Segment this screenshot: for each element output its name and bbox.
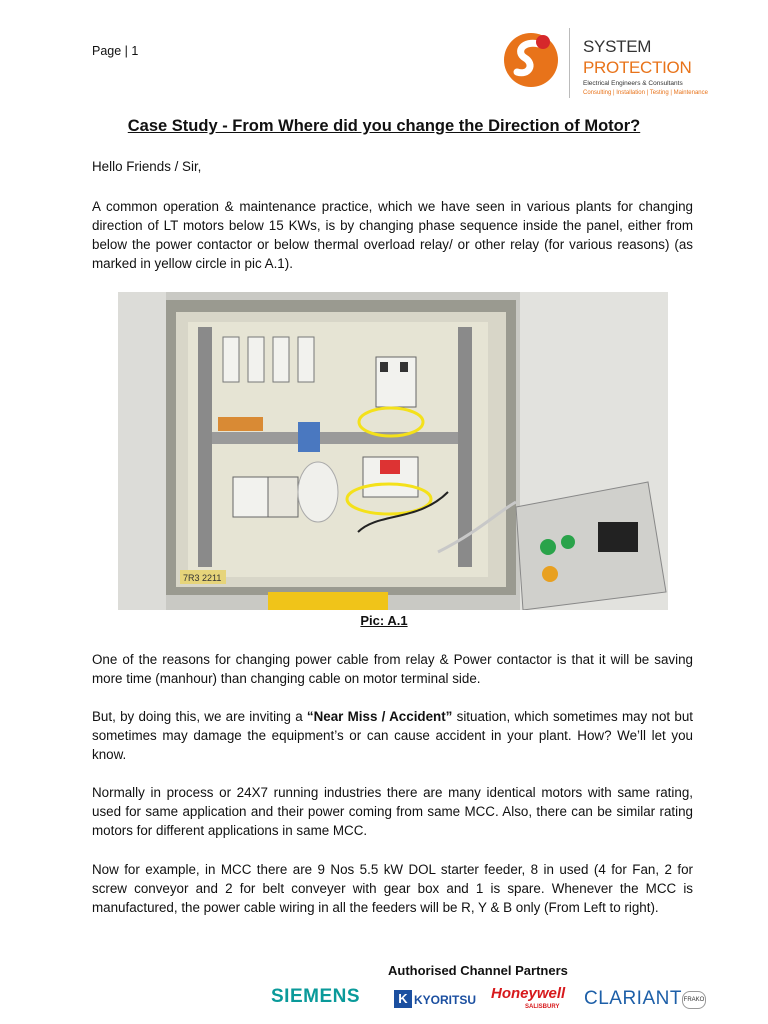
paragraph-reasons: One of the reasons for changing power cable from relay & Power contactor is that it will be saving more time (manhour) than changing cable on motor terminal side. (92, 652, 693, 686)
paragraph-example: Now for example, in MCC there are 9 Nos 5.5 kW DOL starter feeder, 8 in used (4 for Fan, 2 for screw conveyor and 2 for belt conveyer with gear box and 1 is spare. Whenever the MCC is manufactured, the power cable wiring in all the feeders will be R, Y & B only (From Left to right). (92, 862, 693, 915)
kyoritsu-logo (394, 988, 480, 1010)
logo-name-line1: SYSTEM (583, 37, 652, 56)
paragraph-near-miss (92, 707, 693, 764)
near-miss-emphasis: “Near Miss / Accident” (306, 709, 453, 724)
panel-photo (118, 292, 668, 610)
clariant-logo: CLARIANT (584, 988, 682, 1009)
logo-name-line2: PROTECTION (583, 58, 692, 77)
paragraph-intro: A common operation & maintenance practice, which we have seen in various plants for changing direction of LT motors below 15 KWs, is by changing phase sequence inside the panel, either from below the power contactor or below thermal overload relay/ or other relay (for various reasons) (as marked in yellow circle in pic A.1). (92, 199, 693, 271)
photo-caption: Pic: A.1 (360, 613, 408, 628)
frako-logo: FRAKO (682, 991, 706, 1009)
partners-title: Authorised Channel Partners (388, 963, 568, 978)
kyoritsu-logo-text: KYORITSU (414, 993, 477, 1007)
logo-tagline: Electrical Engineers & Consultants (583, 80, 683, 87)
document-title: Case Study - From Where did you change the Direction of Motor? (127, 117, 641, 135)
kyoritsu-logo-mark: K (394, 990, 412, 1008)
panel-tag-text: 7R3 2211 (183, 573, 222, 583)
logo-services: Consulting | Installation | Testing | Maintenance (583, 90, 708, 96)
salisbury-logo-text: SALISBURY (525, 1004, 560, 1010)
system-protection-logo-mark (501, 30, 561, 90)
page-number: Page | 1 (92, 44, 139, 58)
greeting: Hello Friends / Sir, (92, 159, 202, 174)
system-protection-logo (497, 22, 712, 102)
siemens-logo: SIEMENS (271, 986, 361, 1007)
honeywell-logo: Honeywell (491, 985, 566, 1002)
logo-divider (569, 28, 570, 98)
panel-photo-illustration (118, 292, 668, 610)
paragraph-identical-motors: Normally in process or 24X7 running industries there are many identical motors with same rating, used for same application and their power coming from same MCC. Also, there can be similar rating motors for different applications in same MCC. (92, 785, 693, 838)
near-miss-text-post: situation, which sometimes may not but sometimes may damage the equipment’s or can cause accident in your plant. How? We’ll let you know. (92, 709, 693, 762)
near-miss-text-pre: But, by doing this, we are inviting a (92, 709, 307, 724)
